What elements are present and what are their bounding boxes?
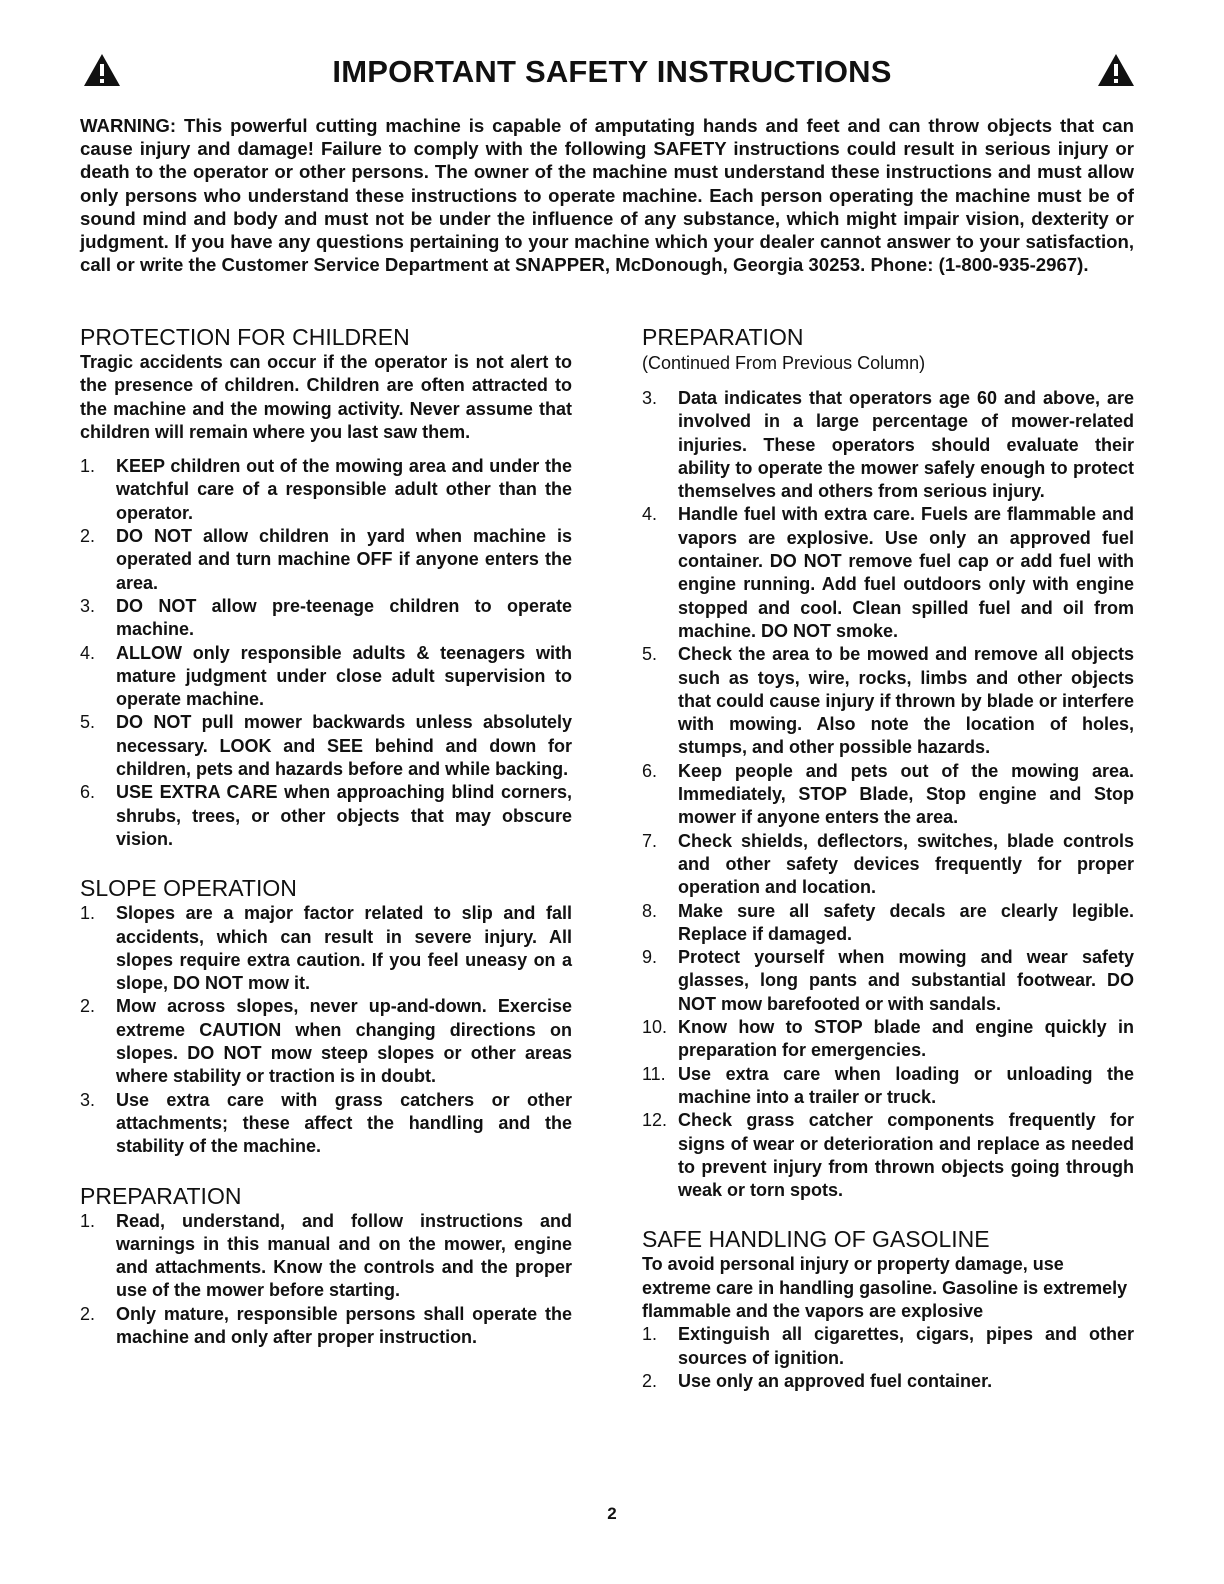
page-header	[80, 52, 1144, 96]
list-item-number: 3.	[80, 595, 96, 616]
list-item-number: 1.	[642, 1324, 658, 1345]
list-item-number: 8.	[642, 900, 658, 921]
list-item-number: 9.	[642, 947, 658, 968]
numbered-list	[80, 902, 572, 1158]
numbered-list	[642, 387, 1134, 1202]
list-item	[642, 387, 1134, 503]
slope-operation-section	[80, 875, 572, 1158]
section-title: PROTECTION FOR CHILDREN	[80, 324, 410, 350]
list-item	[80, 1089, 572, 1159]
list-item	[642, 1063, 1134, 1110]
list-item-text: USE EXTRA CARE when approaching blind corners, shrubs, trees, or other objects that may obscure vision.	[116, 782, 572, 849]
list-item	[80, 781, 572, 851]
list-item	[642, 1370, 1134, 1393]
list-item-text: Check shields, deflectors, switches, blade controls and other safety devices frequently for proper operation and location.	[678, 830, 1134, 898]
list-item	[80, 711, 572, 781]
list-item-text: DO NOT allow children in yard when machine is operated and turn machine OFF if anyone enters the area.	[116, 526, 572, 593]
list-item	[80, 595, 572, 642]
list-item-text: Slopes are a major factor related to slip and fall accidents, which can result in severe injury. All slopes require extra caution. If you feel uneasy on a slope, DO NOT mow it.	[116, 903, 572, 994]
list-item-number: 1.	[80, 903, 96, 924]
list-item-text: KEEP children out of the mowing area and under the watchful care of a responsible adult other than the operator.	[116, 456, 572, 523]
numbered-list	[80, 455, 572, 851]
list-item-number: 3.	[642, 388, 658, 408]
list-item	[642, 1323, 1134, 1370]
list-item	[80, 902, 572, 995]
list-item-number: 6.	[642, 760, 658, 781]
right-column	[642, 324, 1134, 1393]
safe-handling-of-gasoline-section	[642, 1226, 1134, 1393]
section-title: SAFE HANDLING OF GASOLINE	[642, 1226, 990, 1253]
list-item-text: Use extra care when loading or unloading the machine into a trailer or truck.	[678, 1063, 1134, 1107]
list-item-number: 1.	[80, 456, 96, 477]
list-item-number: 2.	[80, 526, 96, 547]
warning-paragraph: WARNING: This powerful cutting machine is capable of amputating hands and feet and can throw objects that can cause injury and damage! Failure to comply with the following SAFETY instructions could result in serious injury or death to the operator or other persons. The owner of the machine must understand these instructions and must allow only persons who understand these instructions to operate machine. Each person operating the machine must be of sound mind and body and must not be under the influence of any substance, which might impair vision, dexterity or judgment. If you have any questions pertaining to your machine which your dealer cannot answer to your satisfaction, call or write the Customer Service Department at SNAPPER, McDonough, Georgia 30253. Phone: (1-800-935-2967).	[80, 115, 1134, 276]
list-item	[642, 946, 1134, 1016]
list-item-number: 10.	[642, 1017, 668, 1038]
section-intro: To avoid personal injury or property damage, use extreme care in handling gasoline. Gasoline is extremely flammable and the vapors are explosive	[642, 1254, 1128, 1321]
list-item-text: Make sure all safety decals are clearly legible. Replace if damaged.	[678, 900, 1134, 944]
list-item-text: Know how to STOP blade and engine quickly in preparation for emergencies.	[678, 1017, 1134, 1061]
list-item	[80, 525, 572, 595]
list-item	[80, 995, 572, 1088]
list-item	[80, 642, 572, 712]
list-item-text: Check grass catcher components frequently for signs of wear or deterioration and replace as needed to prevent injury from thrown objects going through weak or torn spots.	[678, 1110, 1134, 1201]
list-item-text: Data indicates that operators age 60 and above, are involved in a large percentage of mower-related injuries. These operators should evaluate their ability to operate the mower safely enough to protect themselves and others from serious injury.	[678, 388, 1134, 502]
list-item-text: Read, understand, and follow instructions and warnings in this manual and on the mower, engine and attachments. Know the controls and the proper use of the mower before starting.	[116, 1210, 572, 1301]
section-intro: Tragic accidents can occur if the operator is not alert to the presence of children. Children are often attracted to the machine and the mowing activity. Never assume that children will remain where you last saw them.	[80, 352, 572, 442]
list-item-number: 3.	[80, 1089, 96, 1110]
section-subtitle: (Continued From Previous Column)	[642, 353, 926, 373]
list-item-number: 2.	[642, 1370, 658, 1391]
numbered-list	[80, 1210, 572, 1350]
list-item-text: Use only an approved fuel container.	[678, 1370, 993, 1391]
list-item-text: Check the area to be mowed and remove all objects such as toys, wire, rocks, limbs and other objects that could cause injury if thrown by blade or interfere with mowing. Also note the location of holes, stumps, and other possible hazards.	[678, 644, 1134, 758]
list-item-number: 12.	[642, 1110, 668, 1131]
preparation-continued-section	[642, 324, 1134, 1202]
list-item-text: Only mature, responsible persons shall operate the machine and only after proper instruction.	[116, 1303, 572, 1347]
preparation-section	[80, 1183, 572, 1350]
list-item-number: 4.	[642, 504, 658, 525]
list-item-text: Keep people and pets out of the mowing area. Immediately, STOP Blade, Stop engine and Stop mower if anyone enters the area.	[678, 760, 1134, 828]
list-item-number: 4.	[80, 642, 96, 663]
list-item-number: 6.	[80, 782, 96, 803]
list-item	[642, 643, 1134, 759]
list-item	[642, 760, 1134, 830]
page-number: 2	[607, 1504, 617, 1523]
list-item-text: Protect yourself when mowing and wear safety glasses, long pants and substantial footwear. DO NOT mow barefooted or with sandals.	[678, 947, 1134, 1014]
section-title: SLOPE OPERATION	[80, 875, 297, 902]
protection-for-children-section	[80, 324, 572, 851]
list-item-text: DO NOT pull mower backwards unless absolutely necessary. LOOK and SEE behind and down for children, pets and hazards before and while backing.	[116, 712, 572, 780]
list-item-text: DO NOT allow pre-teenage children to operate machine.	[116, 595, 572, 640]
warning-triangle-icon	[1096, 52, 1136, 88]
list-item-number: 1.	[80, 1210, 96, 1231]
list-item	[642, 1016, 1134, 1063]
list-item-number: 5.	[642, 644, 658, 665]
list-item	[80, 1210, 572, 1303]
list-item-text: Handle fuel with extra care. Fuels are flammable and vapors are explosive. Use only an approved fuel container. DO NOT remove fuel cap or add fuel with engine running. Add fuel outdoors only with engine stopped and cool. Clean spilled fuel and oil from machine. DO NOT smoke.	[678, 504, 1134, 641]
list-item	[642, 1109, 1134, 1202]
list-item-number: 5.	[80, 712, 96, 733]
list-item	[642, 900, 1134, 947]
list-item-number: 2.	[80, 996, 96, 1017]
list-item	[642, 830, 1134, 900]
list-item-text: Use extra care with grass catchers or other attachments; these affect the handling and the stability of the machine.	[116, 1089, 572, 1157]
section-title: PREPARATION	[80, 1182, 242, 1209]
list-item-number: 2.	[80, 1303, 96, 1324]
list-item-text: Extinguish all cigarettes, cigars, pipes and other sources of ignition.	[678, 1324, 1134, 1368]
left-column	[80, 324, 572, 1349]
list-item	[642, 503, 1134, 643]
list-item-text: Mow across slopes, never up-and-down. Exercise extreme CAUTION when changing directions on slopes. DO NOT mow steep slopes or other areas where stability or traction is in doubt.	[116, 996, 572, 1087]
list-item	[80, 1303, 572, 1350]
list-item-number: 7.	[642, 830, 658, 851]
numbered-list	[642, 1323, 1134, 1393]
list-item-text: ALLOW only responsible adults & teenagers with mature judgment under close adult supervision to operate machine.	[116, 642, 572, 710]
section-title: PREPARATION	[642, 324, 804, 350]
page-title: IMPORTANT SAFETY INSTRUCTIONS	[332, 54, 892, 89]
list-item	[80, 455, 572, 525]
list-item-number: 11.	[642, 1063, 666, 1084]
